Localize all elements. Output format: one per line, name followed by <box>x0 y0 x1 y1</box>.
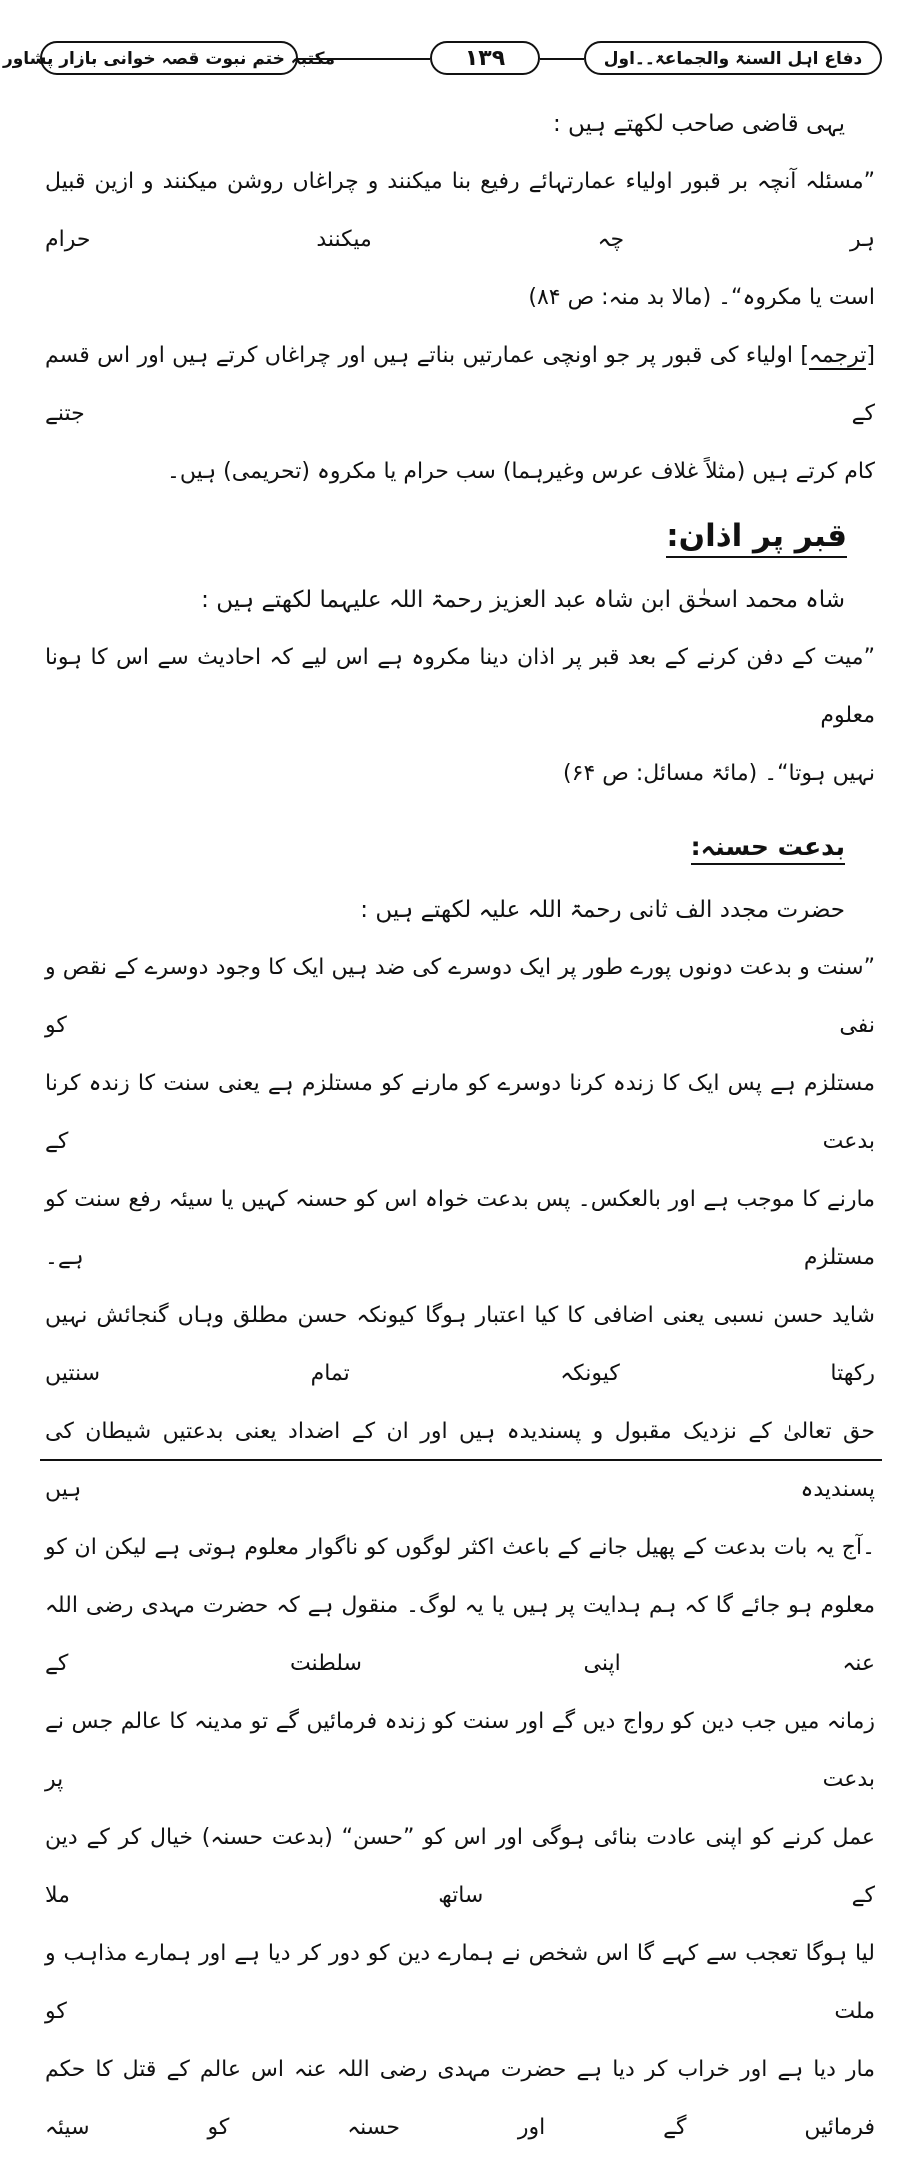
shah-ishaq-intro: شاہ محمد اسحٰق ابن شاہ عبد العزیز رحمۃ اللہ علیہما لکھتے ہیں : <box>201 587 845 613</box>
translation-line-2: کام کرتے ہیں (مثلاً غلاف عرس وغیرہما) سب حرام یا مکروہ (تحریمی) ہیں۔ <box>166 459 875 484</box>
bidat-line: ”سنت و بدعت دونوں پورے طور پر ایک دوسرے کی ضد ہیں ایک کا وجود دوسرے کے نقص و نفی کو <box>45 955 875 1038</box>
qazi-quote-line-1: ”مسئلہ آنچہ بر قبور اولیاء عمارتہائے رفیع بنا میکنند و چراغاں روشن میکنند و ازین قبیل ہر چہ میکنند حرام <box>45 169 875 252</box>
qazi-quote-line-2: است یا مکروہ“۔ (مالا بد منہ: ص ۸۴) <box>528 285 875 310</box>
qazi-intro: یہی قاضی صاحب لکھتے ہیں : <box>552 111 845 137</box>
mujaddid-intro: حضرت مجدد الف ثانی رحمۃ اللہ علیہ لکھتے ہیں : <box>360 897 845 923</box>
page-body <box>45 95 875 2157</box>
azan-quote-line-1: ”میت کے دفن کرنے کے بعد قبر پر اذان دینا مکروہ ہے اس لیے کہ احادیث سے اس کا ہونا معلوم <box>45 645 875 728</box>
bidat-line: عمل کرنے کو اپنی عادت بنائی ہوگی اور اس کو ”حسن“ (بدعت حسنہ) خیال کر کے دین کے ساتھ ملا <box>45 1825 875 1908</box>
bidat-line: ۔آج یہ بات بدعت کے پھیل جانے کے باعث اکثر لوگوں کو ناگوار معلوم ہوتی ہے لیکن ان کو <box>45 1535 875 1560</box>
bidat-line: مار دیا ہے اور خراب کر دیا ہے حضرت مہدی رضی اللہ عنہ اس عالم کے قتل کا حکم فرمائیں گے اور حسنہ کو سیئہ <box>45 2057 875 2140</box>
translation-line-1: [ترجمہ] اولیاء کی قبور پر جو اونچی عمارتیں بناتے ہیں اور چراغاں کرتے ہیں اور اس قسم کے جتنے <box>45 343 875 426</box>
bidat-line: مستلزم ہے پس ایک کا زندہ کرنا دوسرے کو مارنے کو مستلزم ہے یعنی سنت کا زندہ کرنا بدعت کے <box>45 1071 875 1154</box>
page-number: ۱۳۹ <box>430 41 540 75</box>
bidat-line: لیا ہوگا تعجب سے کہے گا اس شخص نے ہمارے دین کو دور کر دیا ہے اور ہمارے مذاہب و ملت کو <box>45 1941 875 2024</box>
translation-text-1: اولیاء کی قبور پر جو اونچی عمارتیں بناتے ہیں اور چراغاں کرتے ہیں اور اس قسم کے جتنے <box>45 343 875 426</box>
translation-label: ترجمہ <box>808 343 867 368</box>
publisher-name: مکتبہ ختم نبوت قصہ خوانی بازار پشاور <box>40 41 298 75</box>
header-rule-right <box>540 58 584 60</box>
heading-azan: قبر پر اذان: <box>45 501 847 571</box>
bidat-line: زمانہ میں جب دین کو رواج دیں گے اور سنت کو زندہ فرمائیں گے تو مدینہ کا عالم جس نے بدعت پر <box>45 1709 875 1792</box>
azan-quote-line-2: نہیں ہوتا“۔ (مائۃ مسائل: ص ۶۴) <box>563 761 875 786</box>
heading-bidat-hasana: بدعت حسنہ: <box>45 813 845 881</box>
bidat-line: شاید حسن نسبی یعنی اضافی کا کیا اعتبار ہوگا کیونکہ حسن مطلق وہاں گنجائش نہیں رکھتا کیونکہ تمام سنتیں <box>45 1303 875 1386</box>
footer-rule <box>40 1459 882 1461</box>
bidat-line: حق تعالیٰ کے نزدیک مقبول و پسندیدہ ہیں اور ان کے اضداد یعنی بدعتیں شیطان کی پسندیدہ ہیں <box>45 1419 875 1502</box>
book-title: دفاع اہل السنۃ والجماعۃ۔۔اول <box>584 41 882 75</box>
bidat-line: مارنے کا موجب ہے اور بالعکس۔ پس بدعت خواہ اس کو حسنہ کہیں یا سیئہ رفع سنت کو مستلزم ہے۔ <box>45 1187 875 1270</box>
page-header <box>2 40 882 80</box>
bidat-line: معلوم ہو جائے گا کہ ہم ہدایت پر ہیں یا یہ لوگ۔ منقول ہے کہ حضرت مہدی رضی اللہ عنہ اپنی سلطنت کے <box>45 1593 875 1676</box>
